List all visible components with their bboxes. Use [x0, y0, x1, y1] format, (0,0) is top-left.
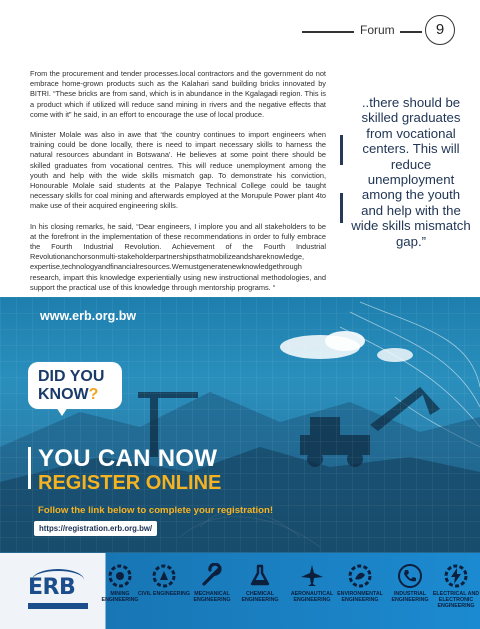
- flask-icon: [247, 563, 273, 589]
- speech-bubble-tail: [54, 404, 70, 416]
- did-you-text: DID YOU: [38, 368, 105, 385]
- gear-icon: [151, 563, 177, 589]
- discipline-name: INDUSTRIAL ENGINEERING: [391, 591, 429, 604]
- gear-icon: [347, 563, 373, 589]
- discipline-name: CHEMICAL ENGINEERING: [241, 591, 279, 604]
- discipline-environmental: [334, 557, 386, 627]
- discipline-name: AERONAUTICAL ENGINEERING: [290, 591, 334, 604]
- follow-instruction: Follow the link below to complete your registration!: [38, 505, 274, 516]
- headline-line-2: REGISTER ONLINE: [38, 472, 222, 494]
- page-header: [262, 12, 462, 48]
- discipline-name: CIVIL ENGINEERING: [138, 591, 190, 597]
- discipline-chemical: [234, 557, 286, 627]
- quote-bar-top: [340, 135, 343, 165]
- question-mark: ?: [88, 386, 99, 403]
- pull-quote-text: ..there should be skilled graduates from vocational centers. This will reduce unemployment among the youth and help with the wide skills mismatch gap.”: [351, 95, 471, 249]
- phone-icon: [397, 563, 423, 589]
- article-body: [30, 69, 326, 303]
- discipline-name: MINING ENGINEERING: [101, 591, 139, 604]
- registration-link[interactable]: https://registration.erb.org.bw/: [34, 521, 157, 536]
- headline-line-1: YOU CAN NOW: [38, 445, 218, 472]
- logo-text: ERB: [28, 575, 76, 600]
- know-line: [38, 386, 112, 404]
- speech-bubble: [28, 362, 122, 409]
- discipline-industrial: [384, 557, 436, 627]
- section-name: Forum: [360, 23, 395, 37]
- discipline-name: MECHANICAL ENGINEERING: [193, 591, 231, 604]
- know-text: KNOW: [38, 386, 89, 403]
- headline-bar: [28, 447, 31, 489]
- header-rule-left: [302, 31, 354, 33]
- website-url[interactable]: www.erb.org.bw: [40, 309, 137, 323]
- discipline-name: ENVIRONMENTAL ENGINEERING: [337, 591, 383, 604]
- gear-icon: [107, 563, 133, 589]
- header-rule-right: [400, 31, 422, 33]
- discipline-electrical: [430, 557, 480, 627]
- discipline-mechanical: [186, 557, 238, 627]
- wrench-icon: [199, 563, 225, 589]
- article-paragraph-3: In his closing remarks, he said, “Dear engineers, I implore you and all stakeholders to be at the forefront in the implementation of these recommendations in order to fully embrace the Fourth Industrial Revolution. Achievement of the Fourth Industrial Revolutionanchorsonmulti-stakeholderpartnershipsthatmobilizeandshareknowledge, expertise,technologyandfinancialresources.Wemustgeneratenewknowledgethrough research, impart this knowledge experientially using new instructional methodologies, and support the practical use of this knowledge through mentorship programs. “: [30, 221, 326, 292]
- discipline-civil: [138, 557, 190, 627]
- plane-icon: [299, 563, 325, 589]
- discipline-name: ELECTRICAL AND ELECTRONIC ENGINEERING: [432, 591, 480, 610]
- article-paragraph-1: From the procurement and tender processes.local contractors and the government do not embrace home-grown products such as the Kalahari sand building bricks innovated by BITRI. “These bricks are from sand, which is in abundance in the Kgalagadi region. This is a product which if utilized will reduce sand mining in rivers and the negative effects that come with it” he said, in an effort to encourage the use of local produce.: [30, 69, 326, 119]
- quote-bar-bottom: [340, 193, 343, 223]
- did-you-know-bubble: [28, 362, 122, 409]
- page-number: 9: [425, 15, 455, 45]
- erb-logo: [28, 567, 88, 625]
- article-paragraph-2: Minister Molale was also in awe that ‘the country continues to import engineers when training could be done locally, there is need to impart necessary skills to harness the natural resources abundant in Botswana’. He believes at some point there should be skilled graduates from vocational centres. This will reduce unemployment among the youth and help with the wide skills mismatch gap. To demonstrate his conviction, Honourable Molale said students at the Palapye Technical College could be taught necessary skills for coal mining and afterwards employed at the Morupule Power plant 4to make use of their acquired engineering skills.: [30, 130, 326, 211]
- registration-banner: [0, 297, 480, 629]
- bolt-icon: [443, 563, 469, 589]
- logo-band: [28, 603, 88, 609]
- discipline-aeronautical: [286, 557, 338, 627]
